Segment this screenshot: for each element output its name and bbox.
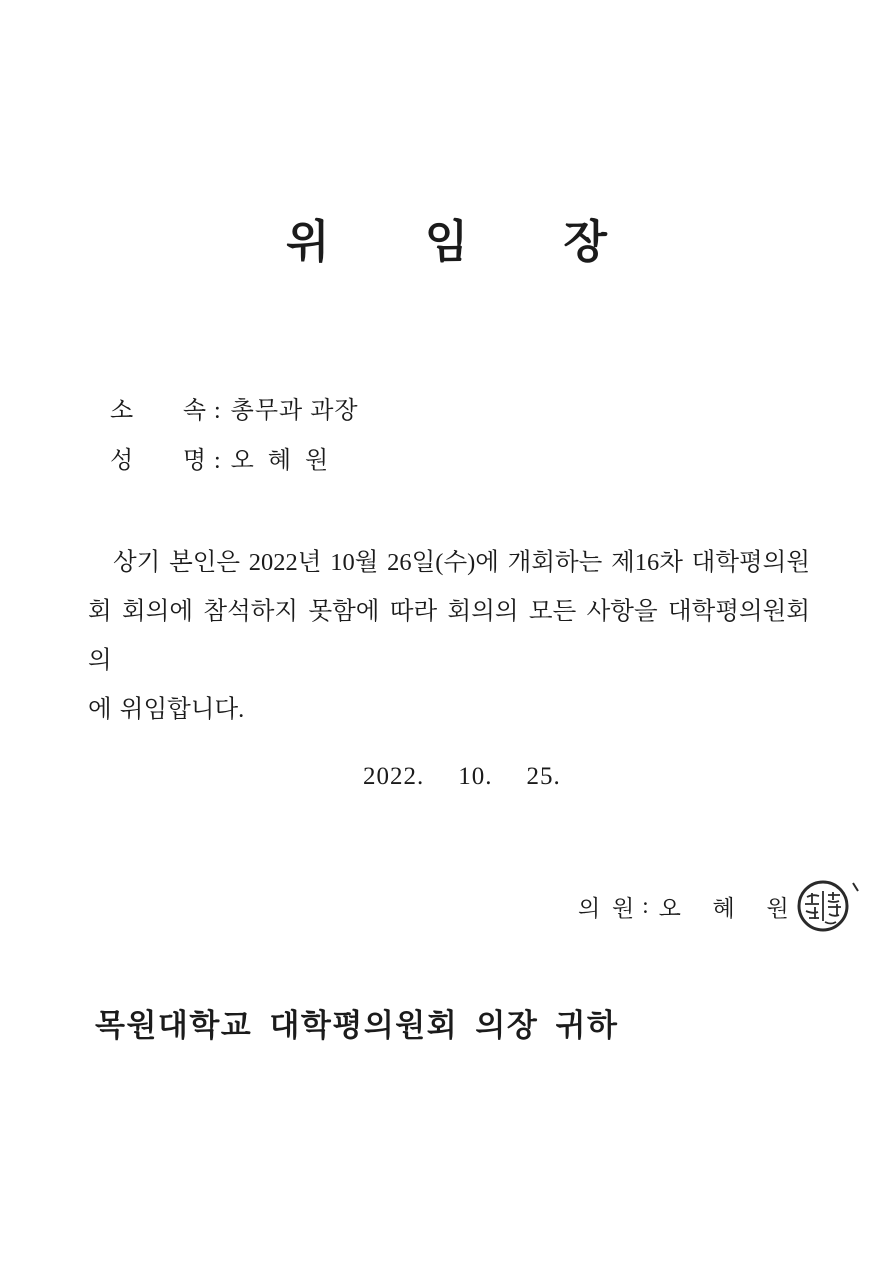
affiliation-colon: : xyxy=(214,398,221,424)
name-label-last-char: 명 xyxy=(182,448,206,474)
document-title: 위 임 장 xyxy=(286,217,607,267)
name-colon: : xyxy=(214,448,221,474)
signature-role-label: 의 원 xyxy=(578,895,635,921)
body-line-3: 에 위임합니다. xyxy=(88,696,245,723)
body-line-2: 회 회의에 참석하지 못함에 따라 회의의 모든 사항을 대학평의원회의 xyxy=(88,598,810,674)
name-label-first-char: 성 xyxy=(110,448,134,474)
affiliation-value: 총무과 과장 xyxy=(230,398,359,424)
person-info-block xyxy=(110,390,359,490)
body-paragraph xyxy=(88,538,810,734)
affiliation-label-first-char: 소 xyxy=(110,398,134,424)
affiliation-label-last-char: 속 xyxy=(182,398,206,424)
name-label xyxy=(110,440,206,475)
signature-colon: : xyxy=(642,893,649,918)
addressee-line: 목원대학교 대학평의원회 의장 귀하 xyxy=(95,1008,619,1043)
name-value: 오 혜 원 xyxy=(230,448,330,474)
seal-stamp-icon xyxy=(795,877,867,935)
signature-line xyxy=(578,880,867,932)
affiliation-label xyxy=(110,390,206,425)
date-day: 25. xyxy=(526,763,561,790)
date-line xyxy=(363,763,561,791)
date-month: 10. xyxy=(458,763,493,790)
name-row xyxy=(110,440,359,490)
signature-name: 오 혜 원 xyxy=(658,895,789,921)
date-year: 2022. xyxy=(363,763,425,790)
affiliation-row xyxy=(110,390,359,440)
body-line-1: 상기 본인은 2022년 10월 26일(수)에 개회하는 제16차 대학평의원 xyxy=(113,549,810,576)
